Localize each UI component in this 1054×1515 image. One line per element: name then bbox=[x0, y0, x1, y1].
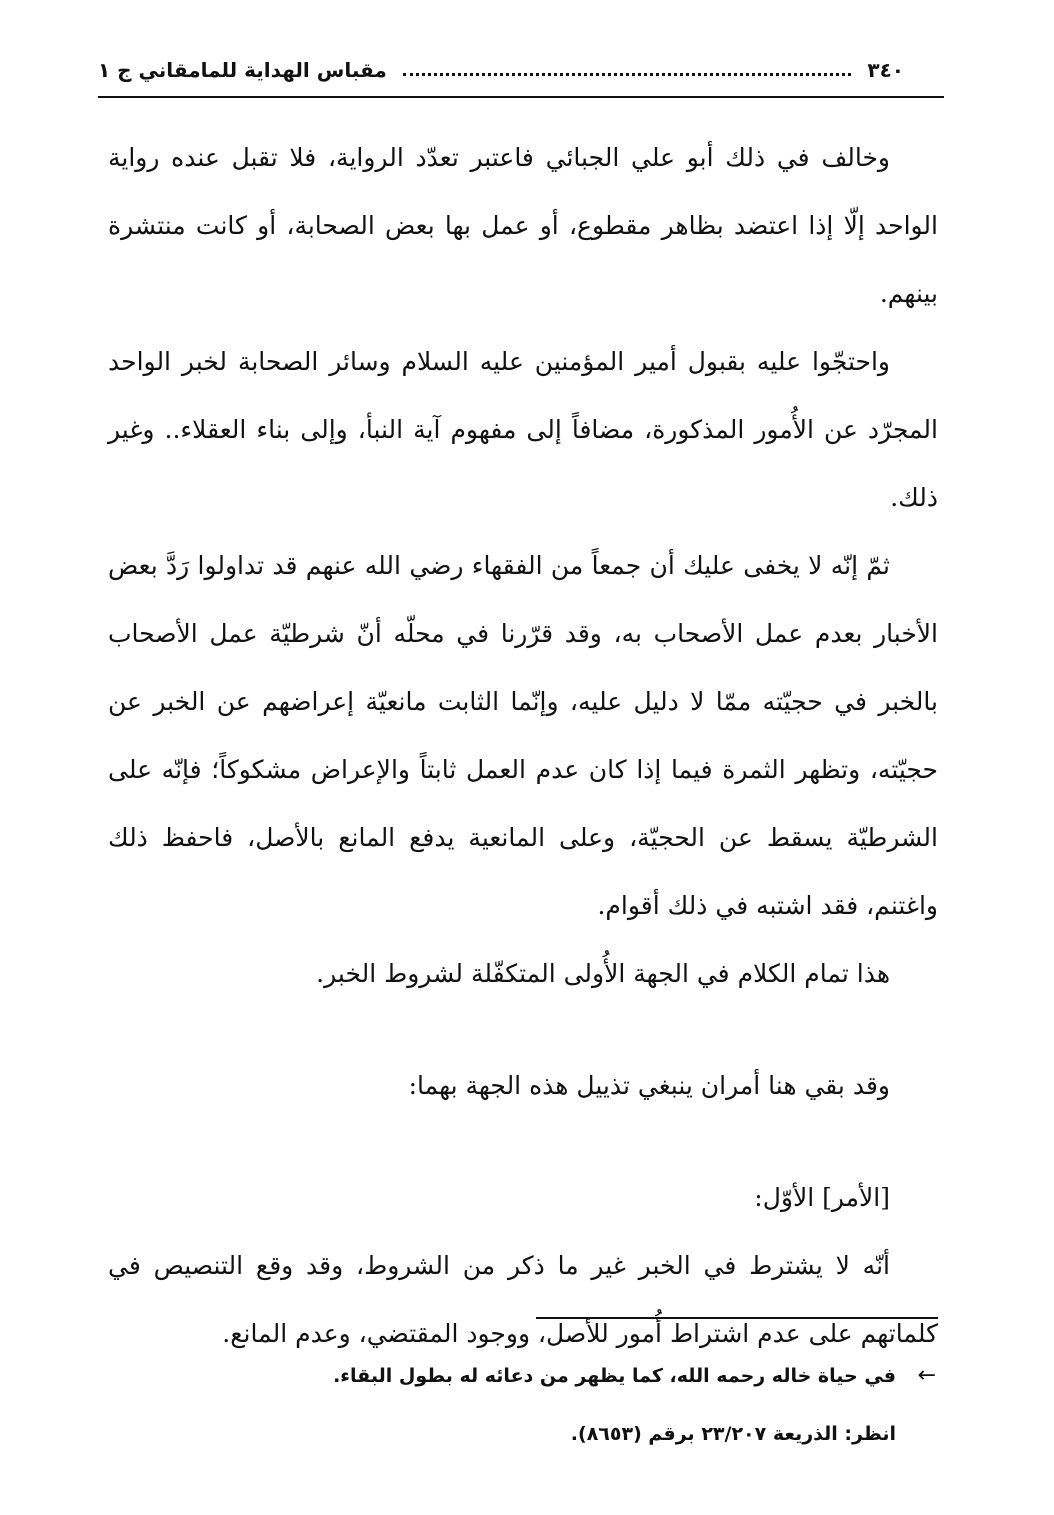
paragraph-6: أنّه لا يشترط في الخبر غير ما ذكر من الشروط، وقد وقع التنصيص في كلماتهم على عدم اشتراط أُمور للأصل، ووجود المقتضي، وعدم المانع. bbox=[108, 1251, 938, 1348]
footnote-2 bbox=[150, 1405, 936, 1463]
paragraph-1: وخالف في ذلك أبو علي الجبائي فاعتبر تعدّد الرواية، فلا تقبل عنده رواية الواحد إلّا إذا اعتضد بظاهر مقطوع، أو عمل بها بعض الصحابة، أو كانت منتشرة بينهم. bbox=[108, 143, 938, 308]
footnote-text-1: في حياة خاله رحمه الله، كما يظهر من دعائه له بطول البقاء. bbox=[333, 1365, 896, 1387]
page-header bbox=[98, 50, 904, 90]
section-heading: [الأمر] الأوّل: bbox=[754, 1183, 890, 1212]
footnote-separator bbox=[536, 1317, 938, 1319]
header-rule bbox=[98, 96, 944, 98]
paragraph-2: واحتجّوا عليه بقبول أمير المؤمنين عليه السلام وسائر الصحابة لخبر الواحد المجرّد عن الأُمور المذكورة، مضافاً إلى مفهوم آية النبأ، وإلى بناء العقلاء.. وغير ذلك. bbox=[108, 347, 938, 512]
paragraph-4: هذا تمام الكلام في الجهة الأُولى المتكفّلة لشروط الخبر. bbox=[316, 959, 890, 988]
paragraph-5: وقد بقي هنا أمران ينبغي تذييل هذه الجهة بهما: bbox=[408, 1071, 890, 1100]
running-title: مقباس الهداية للمامقاني ج ١ bbox=[98, 58, 387, 82]
page-number: ٣٤٠ bbox=[867, 58, 904, 82]
footnote-text-2: انظر: الذريعة ٢٣/٢٠٧ برقم (٨٦٥٣). bbox=[570, 1423, 896, 1445]
footnote-1 bbox=[150, 1347, 936, 1405]
body-text bbox=[108, 124, 938, 1368]
header-dot-leader bbox=[403, 73, 852, 76]
footnotes bbox=[150, 1347, 936, 1463]
paragraph-3: ثمّ إنّه لا يخفى عليك أن جمعاً من الفقهاء رضي الله عنهم قد تداولوا رَدَّ بعض الأخبار بعدم عمل الأصحاب به، وقد قرّرنا في محلّه أنّ شرطيّة عمل الأصحاب بالخبر في حجيّته ممّا لا دليل عليه، وإنّما الثابت مانعيّة إعراضهم عن الخبر عن حجيّته، وتظهر الثمرة فيما إذا كان عدم العمل ثابتاً والإعراض مشكوكاً؛ فإنّه على الشرطيّة يسقط عن الحجيّة، وعلى المانعية يدفع المانع بالأصل، فاحفظ ذلك واغتنم، فقد اشتبه في ذلك أقوام. bbox=[108, 551, 938, 920]
continuation-arrow-icon: ← bbox=[917, 1363, 936, 1388]
